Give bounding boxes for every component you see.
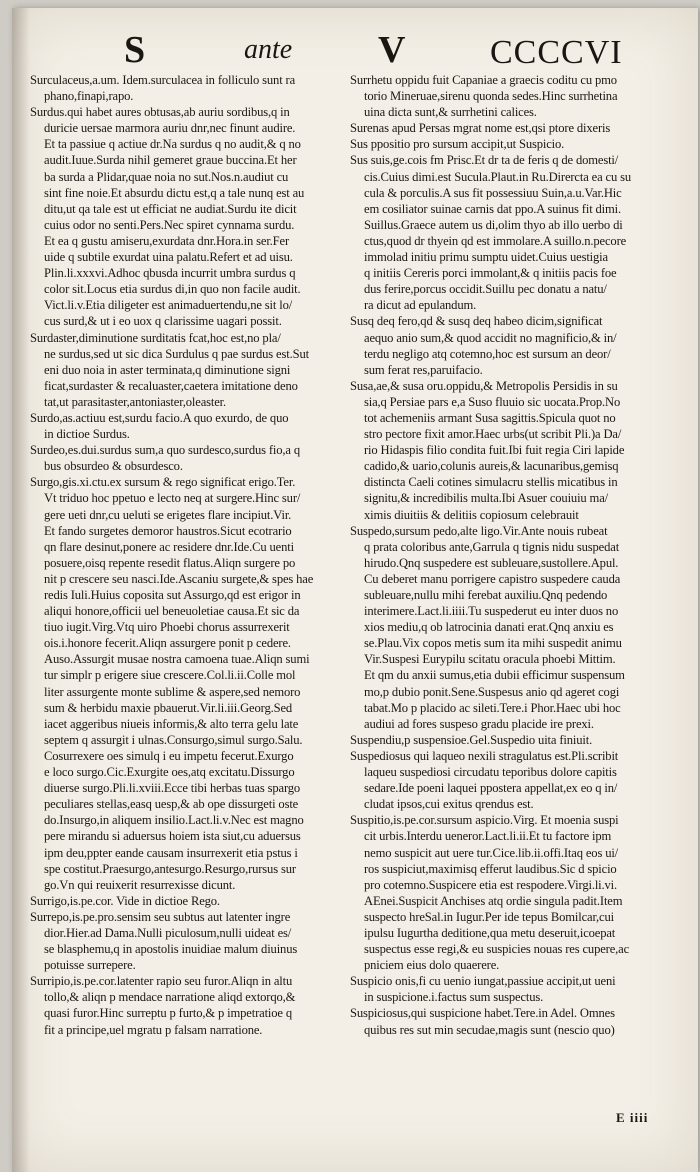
entry-line: cula & porculis.A sus fit possessiuu Suin,a.u.Var.Hic <box>364 185 622 200</box>
dictionary-entry <box>30 973 350 1037</box>
entry-line: hirudo.Qnq suspedere est subleuare,sustollere.Apul. <box>364 555 619 570</box>
entry-line: cadido,& uario,colunis aureis,& lacunaribus,gemisq <box>364 459 619 474</box>
entry-line: Cu deberet manu porrigere capistro suspedere cauda <box>364 571 621 586</box>
entry-line: Et ea q gustu amiseru,exurdata dnr.Hora.in ser.Fer <box>44 233 290 248</box>
entry-line: cuius odor no senti.Pers.Nec spiret cynnama surdu. <box>44 217 295 232</box>
entry-line: se blasphemu,q in apostolis inuidiae malum diuinus <box>44 942 298 957</box>
entry-line: Vict.li.v.Etia diligeter est animaduertendu,ne sit lo/ <box>44 298 293 313</box>
entry-line: se.Plau.Vix copos metis sum ita mihi suspedit animu <box>364 636 622 651</box>
entry-line: q initiis Cereris porci immolant,& q initiis pacis foe <box>364 266 617 281</box>
entry-line: Vir.Suspesi Eurypilu scitatu oracula phoebi Mittim. <box>364 652 616 667</box>
entry-line: audiui ad fores suspeso gradu placide ire prexi. <box>364 716 594 731</box>
dictionary-entry <box>30 410 350 442</box>
entry-line: Surdus.qui habet aures obtusas,ab auriu sordibus,q in <box>30 105 290 120</box>
entry-line: Sus ppositio pro sursum accipit,ut Suspicio. <box>350 137 565 152</box>
running-header <box>12 28 698 78</box>
entry-line: cludat ipsos,cui exitus qrendus est. <box>364 797 534 812</box>
dictionary-entry <box>350 748 670 812</box>
entry-line: aequo anio sum,& quod accidit no magnificio,& in/ <box>364 330 617 345</box>
entry-line: ois.i.honore fecerit.Aliqn assurgere ponit p cedere. <box>44 636 291 651</box>
entry-line: suspectus esse regi,& eu suspicies nouas res cupere,ac <box>364 942 630 957</box>
entry-line: pro cotemno.Suspicere etia est respodere.Virgi.li.vi. <box>364 877 618 892</box>
dictionary-entry <box>350 812 670 973</box>
entry-line: peculiares stellas,easq uesp,& ab ope dissurgeti oste <box>44 797 299 812</box>
entry-line: cus surd,& ut i eo uox q clarissime uagari possit. <box>44 314 282 329</box>
dictionary-entry <box>30 72 350 104</box>
entry-line: Suspitio,is.pe.cor.sursum aspicio.Virg. Et moenia suspi <box>350 813 619 828</box>
entry-line: go.Vn qui reuixerit resurrexisse dicunt. <box>44 877 236 892</box>
entry-line: terdu negligo atq cotemno,hoc est sursum an deor/ <box>364 346 611 361</box>
text-column-right <box>350 72 670 1038</box>
entry-line: redis Iuli.Huius coposita sut Assurgo,qd est erigor in <box>44 588 301 602</box>
entry-line: dus ferire,porcus occidit.Suillu pec donatu a natu/ <box>364 282 607 297</box>
entry-line: ra dicut ad epulandum. <box>364 298 477 313</box>
entry-line: Auso.Assurgit musae nostra camoena tuae.Aliqn sumi <box>44 652 310 667</box>
entry-line: rio Hidaspis filio condita fuit.Ibi fuit regia Ciri lapide <box>364 443 625 458</box>
entry-line: ctus,quod dr thyein qd est immolare.A suillo.n.pecore <box>364 233 627 248</box>
entry-line: nemo suspicit aut uere tur.Cice.lib.ii.offi.Itaq eos ui/ <box>364 845 619 860</box>
dictionary-entry <box>30 474 350 892</box>
entry-line: ficat,surdaster & recaluaster,caetera imitatione deno <box>44 378 298 393</box>
entry-line: tur simplr p erigere siue crescere.Col.li.ii.Colle mol <box>44 668 296 683</box>
entry-line: tollo,& aliqn p mendace narratione aliqd extorqo,& <box>44 990 296 1005</box>
dictionary-entry <box>350 1005 670 1037</box>
entry-line: Surdo,as.actiuu est,surdu facio.A quo exurdo, de quo <box>30 410 289 425</box>
entry-line: in suspicione.i.factus sum suspectus. <box>364 990 544 1005</box>
entry-line: em cosiliator suinae carnis dat ppo.A suinus fit dimi. <box>364 201 622 216</box>
entry-line: dior.Hier.ad Dama.Nulli piculosum,nulli uideat es/ <box>44 925 292 940</box>
entry-line: ne surdus,sed ut sic dica Surdulus q pae surdus est.Sut <box>44 346 309 361</box>
entry-line: quasi furor.Hinc surreptu p furto,& p impetratioe q <box>44 1006 293 1021</box>
entry-line: suspecto hreSal.in Iugur.Per ide tepus Bomilcar,cui <box>364 909 614 924</box>
entry-line: in dictioe Surdus. <box>44 427 130 442</box>
entry-line: ba surda a Plidar,quae noia no sut.Nos.n.audiut cu <box>44 169 289 184</box>
entry-line: Suspendiu,p suspensioe.Gel.Suspedio uita finiuit. <box>350 732 593 747</box>
entry-line: Surripio,is.pe.cor.latenter rapio seu furor.Aliqn in altu <box>30 974 293 989</box>
entry-line: sint fine noie.Et absurdu dictu est,q a tale nunq est au <box>44 185 305 200</box>
entry-line: color sit.Locus etia surdus di,in quo non facile audit. <box>44 282 301 297</box>
entry-line: nit p crescere seu nasci.Ide.Ascaniu surgete,& spes hae <box>44 571 314 586</box>
text-column-left <box>30 72 350 1038</box>
entry-line: sum ferat res,paruifacio. <box>364 362 483 377</box>
folio-number: CCCCVI <box>490 34 623 71</box>
entry-line: posuere,oisq repente resedit flatus.Aliqn surgere po <box>44 555 296 570</box>
entry-line: Suspiciosus,qui suspicione habet.Tere.in Adel. Omnes <box>350 1006 615 1021</box>
entry-line: tabat.Mo p placido ac sileti.Tere.i Phor.Haec ubi hoc <box>364 700 621 715</box>
entry-line: Suillus.Graece autem us di,olim thyo ab illo uerbo di <box>364 217 623 232</box>
dictionary-entry <box>350 523 670 732</box>
dictionary-entry <box>350 732 670 748</box>
dictionary-entry <box>350 120 670 136</box>
entry-line: qn flare desinut,ponere ac residere dnr.Ide.Cu uenti <box>44 539 294 554</box>
entry-line: Surenas apud Persas mgrat nome est,qsi ptore dixeris <box>350 121 611 136</box>
entry-line: iacet aggeribus niueis informis,& alto terra gelu late <box>44 716 299 731</box>
entry-line: gere ueti dnr,cu ueluti se erigetes flare incipiut.Vir. <box>44 507 292 522</box>
entry-line: do.Insurgo,in aliquem insilio.Lact.li.v.Nec est magno <box>44 813 304 828</box>
entry-line: pniciem eius dolo quaerere. <box>364 958 500 973</box>
entry-line: subleuare,nullu mihi ferebat auxiliu.Qnq pedendo <box>364 588 608 602</box>
entry-line: ximis diuitiis & delitiis copiosum celebrauit <box>364 507 579 522</box>
entry-line: tiuo iugit.Virg.Vtq uiro Phoebi chorus assurrexerit <box>44 620 290 635</box>
dictionary-entry <box>350 72 670 120</box>
entry-line: quibus res sut min secudae,magis sunt (nescio quo) <box>364 1022 615 1037</box>
entry-line: sia,q Persiae pars e,a Suso fluuio sic uocata.Prop.No <box>364 394 621 409</box>
entry-line: liter assurgente monte sublime & aspere,sed nemoro <box>44 684 301 699</box>
signature-mark: E iiii <box>616 1110 649 1125</box>
entry-line: Suspedo,sursum pedo,alte ligo.Vir.Ante nouis rubeat <box>350 523 608 538</box>
entry-line: Suspediosus qui laqueo nexili stragulatus est.Pli.scribit <box>350 748 619 763</box>
entry-line: Surdeo,es.dui.surdus sum,a quo surdesco,surdus fio,a q <box>30 443 300 458</box>
entry-line: septem q assurgit i ulnas.Consurgo,simul surgo.Salu. <box>44 732 303 747</box>
entry-line: potuisse surrepere. <box>44 958 136 973</box>
entry-line: laqueu suspediosi circudatu teporibus dolore capitis <box>364 765 617 780</box>
entry-line: spe costitut.Praesurgo,antesurgo.Resurgo,rursus sur <box>44 861 296 876</box>
dictionary-entry <box>30 909 350 973</box>
entry-line: Et qm du anxii sumus,etia dubii efficimur suspensum <box>364 668 625 683</box>
entry-line: Surculaceus,a.um. Idem.surculacea in folliculo sunt ra <box>30 73 296 87</box>
entry-line: aliqui honore,officii uel beneuoletiae causa.Et sic da <box>44 604 300 619</box>
entry-line: cis.Cuius dimi.est Sucula.Plaut.in Ru.Dirercta ea cu su <box>364 169 632 184</box>
entry-line: ditu,ut qa tale est ut efficiat ne audiat.Surdu ite dicit <box>44 201 297 216</box>
entry-line: bus obsurdeo & obsurdesco. <box>44 459 183 474</box>
entry-line: duricie uersae marmora auriu dnr,nec finunt audire. <box>44 121 296 136</box>
entry-line: xios mediu,q ob latrocinia danati erat.Qnq anxiu es <box>364 620 614 635</box>
entry-line: mo,p dubio ponit.Sene.Suspesus anio qd ageret cogi <box>364 684 620 699</box>
entry-line: Sus suis,ge.cois fm Prisc.Et dr ta de feris q de domesti/ <box>350 153 619 168</box>
entry-line: Surgo,gis.xi.ctu.ex sursum & rego significat erigo.Ter. <box>30 475 296 490</box>
dictionary-entry <box>30 442 350 474</box>
dictionary-entry <box>350 378 670 523</box>
entry-line: immolad initiu primu sumptu uidet.Cuius uestigia <box>364 250 608 265</box>
entry-line: Surrepo,is.pe.pro.sensim seu subtus aut latenter ingre <box>30 909 291 924</box>
entry-line: sedare.Ide poeni laquei ppostera appellat,ex eo q in/ <box>364 781 618 796</box>
entry-line: torio Mineruae,sirenu quonda sedes.Hinc surrhetina <box>364 89 618 104</box>
dictionary-entry <box>30 893 350 909</box>
entry-line: fit a principe,uel mgratu p falsam narratione. <box>44 1022 263 1037</box>
entry-line: signitu,& incredibilis multa.Ibi Asuer couiuiu ma/ <box>364 491 608 506</box>
entry-line: diuerse surgo.Pli.li.xviii.Ecce tibi herbas tuas spargo <box>44 781 301 796</box>
dictionary-entry <box>350 313 670 377</box>
header-word: ante <box>244 34 293 65</box>
entry-line: sum & herbidu maxie pbauerut.Vir.li.iii.Georg.Sed <box>44 700 293 715</box>
entry-line: Susq deq fero,qd & susq deq habeo dicim,significat <box>350 314 603 329</box>
book-page <box>12 8 698 1172</box>
entry-line: AEnei.Suspicit Anchises atq ordie singula padit.Item <box>364 893 623 908</box>
entry-line: cit urbis.Interdu ueneror.Lact.li.ii.Et tu factore ipm <box>364 829 612 844</box>
entry-line: Plin.li.xxxvi.Adhoc qbusda incurrit umbra surdus q <box>44 266 296 281</box>
dictionary-entry <box>30 330 350 410</box>
entry-line: distincta Caeli cotines simulacru stellis micatibus in <box>364 475 618 490</box>
entry-line: Suspicio onis,fi cu uenio iungat,passiue accipit,ut ueni <box>350 974 616 989</box>
entry-line: ipulsu Iugurtha deditione,qua metu deseruit,icoepat <box>364 925 616 940</box>
entry-line: Et ta passiue q actiue dr.Na surdus q no audit,& q no <box>44 137 301 152</box>
dictionary-entry <box>350 136 670 152</box>
entry-line: audit.Iuue.Surda nihil gemeret graue buccina.Et her <box>44 153 297 168</box>
entry-line: e loco surgo.Cic.Exurgite oes,atq excitatu.Dissurgo <box>44 765 295 780</box>
entry-line: Et fando surgetes demoror haustros.Sicut ecotrario <box>44 523 292 538</box>
entry-line: pere mirandu si aduersus hoiem ista siut,cu aduersus <box>44 829 301 844</box>
entry-line: Surrigo,is.pe.cor. Vide in dictioe Rego. <box>30 893 220 908</box>
dictionary-entry <box>350 973 670 1005</box>
entry-line: tot achemeniis armant Susa sagittis.Spicula quot no <box>364 410 616 425</box>
dictionary-entry <box>30 104 350 329</box>
entry-line: Surrhetu oppidu fuit Capaniae a graecis coditu cu pmo <box>350 73 617 87</box>
header-initial-right: V <box>378 29 406 71</box>
entry-line: Cosurrexere oes simulq i eu impetu fecerut.Exurgo <box>44 748 294 763</box>
entry-line: eni duo noia in aster terminata,q diminutione signi <box>44 362 291 377</box>
entry-line: stro pectore fixit amor.Haec urbs(ut scribit Pli.)a Da/ <box>364 427 622 442</box>
entry-line: uina dicta sunt,& surrhetini calices. <box>364 105 537 120</box>
dictionary-entry <box>350 152 670 313</box>
entry-line: Susa,ae,& susa oru.oppidu,& Metropolis Persidis in su <box>350 378 618 393</box>
entry-line: phano,finapi,rapo. <box>44 89 134 104</box>
entry-line: interimere.Lact.li.iiii.Tu suspederut eu inter duos no <box>364 604 619 619</box>
entry-line: ros suspiciut,maximisq efferut laudibus.Sic d spicio <box>364 861 617 876</box>
entry-line: Vt triduo hoc ppetuo e lecto neq at surgere.Hinc sur/ <box>44 491 301 506</box>
entry-line: Surdaster,diminutione surditatis fcat,hoc est,no pla/ <box>30 330 281 345</box>
header-initial-left: S <box>124 29 146 71</box>
entry-line: q prata coloribus ante,Garrula q tignis nidu suspedat <box>364 539 620 554</box>
entry-line: tat,ut parasitaster,antoniaster,oleaster. <box>44 394 227 409</box>
entry-line: uide q subtile exurdat uina palatu.Refert et ad uisu. <box>44 250 293 265</box>
entry-line: ipm deu,ppter eande causam insurrexerit etia pstus i <box>44 845 298 860</box>
